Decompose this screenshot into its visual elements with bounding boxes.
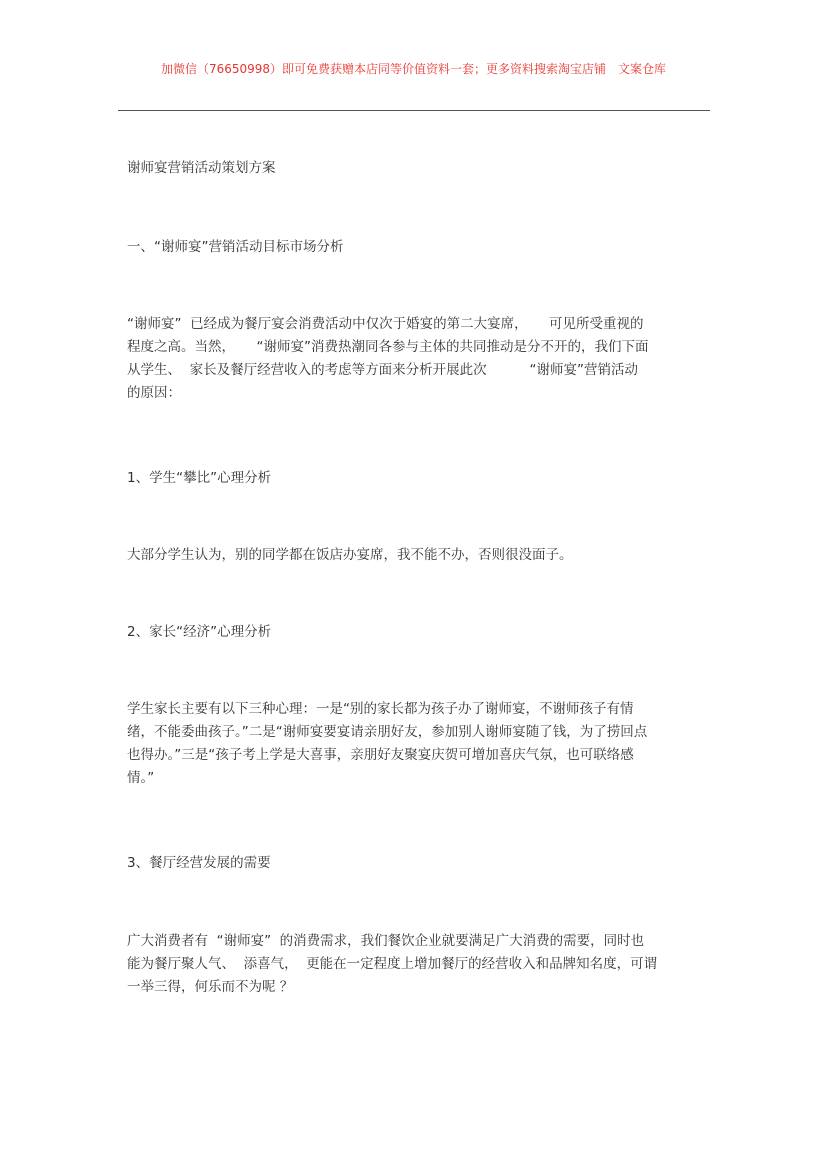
point-3-line: 能为餐厅聚人气、 添喜气， 更能在一定程度上增加餐厅的经营收入和品牌知名度，可谓 [127,956,658,972]
point-3-paragraph [127,930,705,999]
point-3-line: 一举三得，何乐而不为呢 ？ [127,979,294,995]
intro-line: 程度之高。当然， “谢师宴”消费热潮同各参与主体的共同推动是分不开的，我们下面 [127,339,649,355]
point-2-line: 绪，不能委曲孩子。”二是“谢师宴要宴请亲朋好友，参加别人谢师宴随了钱，为了捞回点 [127,724,648,740]
intro-line: 从学生、 家长及餐厅经营收入的考虑等方面来分析开展此次 “谢师宴”营销活动 [127,362,638,378]
intro-paragraph [127,313,705,405]
point-1-heading: 1、学生“攀比”心理分析 [127,470,272,486]
point-3-heading: 3、餐厅经营发展的需要 [127,855,271,871]
point-2-line: 也得办。”三是“孩子考上学是大喜事，亲朋好友聚宴庆贺可增加喜庆气氛，也可联络感 [127,747,634,763]
point-2-line: 学生家长主要有以下三种心理：一是“别的家长都为孩子办了谢师宴，不谢师孩子有情 [127,701,634,717]
header-divider [118,110,710,111]
document-title: 谢师宴营销活动策划方案 [127,160,276,176]
point-2-line: 情。” [127,770,155,786]
intro-line: 的原因： [127,385,181,401]
point-3-line: 广大消费者有 “谢师宴” 的消费需求，我们餐饮企业就要满足广大消费的需要，同时也 [127,933,645,949]
promo-header-note: 加微信（76650998）即可免费获赠本店同等价值资料一套；更多资料搜索淘宝店铺 文案仓库 [160,62,667,76]
point-2-paragraph [127,698,705,790]
point-1-body: 大部分学生认为，别的同学都在饭店办宴席，我不能不办，否则很没面子。 [127,547,573,563]
point-2-heading: 2、家长“经济”心理分析 [127,624,272,640]
section-1-heading: 一、“谢师宴”营销活动目标市场分析 [127,239,344,255]
intro-line: “谢师宴” 已经成为餐厅宴会消费活动中仅次于婚宴的第二大宴席， 可见所受重视的 [127,316,644,332]
